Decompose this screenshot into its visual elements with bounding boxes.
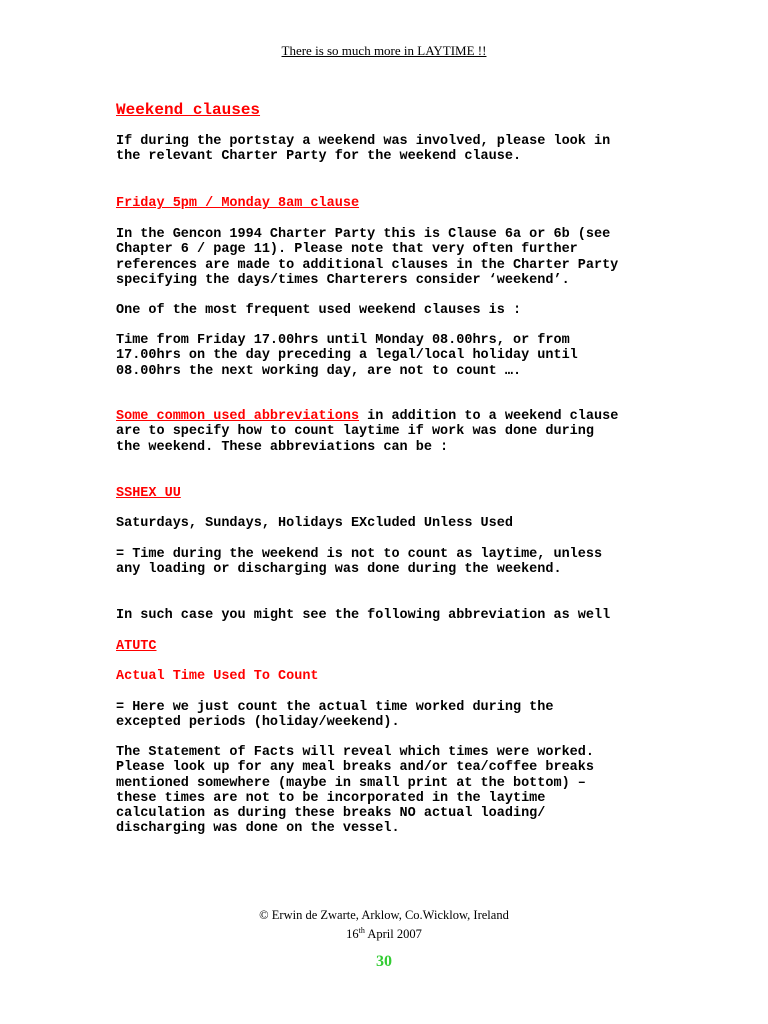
running-header: There is so much more in LAYTIME !! — [281, 43, 487, 58]
footer-author: © Erwin de Zwarte, Arklow, Co.Wicklow, Ireland — [259, 908, 509, 922]
footer-date: 16th April 2007 — [346, 926, 422, 942]
abbreviations-rest: in addition to a weekend clause are to specify how to count laytime if work was done during the weekend. These abbreviations can be : — [116, 409, 619, 455]
gencon-paragraph: In the Gencon 1994 Charter Party this is Clause 6a or 6b (see Chapter 6 / page 11). Please note that very often further references are made to additional clauses in the Charter Party specifying the days/times Charterers consider ‘weekend’. — [116, 227, 619, 288]
atutc-definition: Actual Time Used To Count — [116, 669, 319, 684]
page-footer — [0, 908, 768, 942]
frequent-clause-paragraph: One of the most frequent used weekend clauses is : — [116, 303, 522, 318]
atutc-heading: ATUTC — [116, 639, 157, 654]
page-number: 30 — [376, 953, 392, 970]
sshex-explanation: = Time during the weekend is not to count as laytime, unless any loading or discharging was done during the weekend. — [116, 547, 603, 578]
sshex-definition: Saturdays, Sundays, Holidays EXcluded Unless Used — [116, 516, 513, 531]
sshex-heading: SSHEX UU — [116, 486, 181, 501]
time-clause-paragraph: Time from Friday 17.00hrs until Monday 08.00hrs, or from 17.00hrs on the day preceding a legal/local holiday until 08.00hrs the next working day, are not to count …. — [116, 333, 578, 379]
such-case-paragraph: In such case you might see the following abbreviation as well — [116, 608, 611, 623]
atutc-explanation: = Here we just count the actual time worked during the excepted periods (holiday/weekend). — [116, 700, 554, 731]
abbreviations-paragraph — [116, 409, 618, 455]
intro-paragraph: If during the portstay a weekend was involved, please look in the relevant Charter Party for the weekend clause. — [116, 134, 611, 165]
abbreviations-lead: Some common used abbreviations — [116, 409, 360, 424]
statement-of-facts-paragraph: The Statement of Facts will reveal which times were worked. Please look up for any meal breaks and/or tea/coffee breaks mentioned somewhere (maybe in small print at the bottom) – these times are not to be incorporated in the laytime calculation as during these breaks NO actual loading/ discharging was done on the vessel. — [116, 745, 594, 837]
section-heading: Weekend clauses — [116, 101, 261, 119]
friday-monday-heading: Friday 5pm / Monday 8am clause — [116, 196, 360, 211]
